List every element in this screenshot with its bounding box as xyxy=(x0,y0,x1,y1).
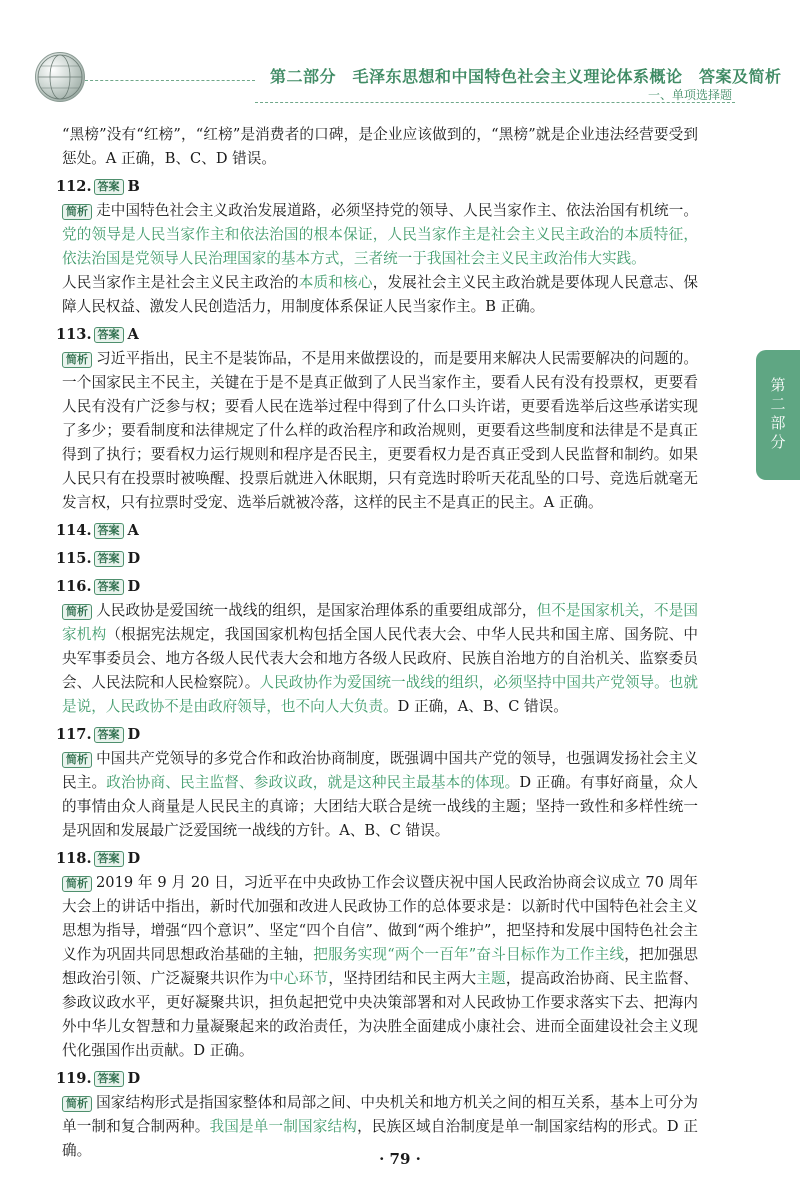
question-number: 117. xyxy=(56,726,92,743)
highlight-span: 我国是单一制国家结构 xyxy=(209,1118,358,1135)
answer-badge: 答案 xyxy=(94,579,124,595)
question-114 xyxy=(56,519,698,543)
answer-badge: 答案 xyxy=(94,523,124,539)
analysis-112 xyxy=(62,199,698,271)
question-number: 112. xyxy=(56,178,92,195)
question-number: 119. xyxy=(56,1070,92,1087)
answer-value: D xyxy=(127,578,141,595)
text-span: ，提高政治协商、民主监督、参政议政水平，更好凝聚共识，担负起把党中央决策部署和对人民政协工作要求落实下去、把海内外中华儿女智慧和力量凝聚起来的政治责任，为决胜全面建成小康社会、进而全面建设社会主义现代化强国作出贡献。D 正确。 xyxy=(62,970,698,1059)
page-header xyxy=(0,0,800,110)
analysis-badge: 简析 xyxy=(62,876,92,892)
highlight-span: 把服务实现“两个一百年”奋斗目标作为工作主线 xyxy=(313,946,625,963)
question-number: 116. xyxy=(56,578,92,595)
highlight-span: 主题 xyxy=(476,970,506,987)
text-span: 中国共产党领导的多党合作和政治协商制度，既强调中国共产党的领导，也强调发扬社会主义民主。 xyxy=(62,750,698,791)
text-span: D 正确。有事好商量，众人的事情由众人商量是人民民主的真谛；大团结大联合是统一战线的主题；坚持一致性和多样性统一是巩固和发展最广泛爱国统一战线的方针。A、B、C 错误。 xyxy=(62,774,698,839)
answer-value: A xyxy=(127,522,139,539)
question-116 xyxy=(56,575,698,599)
highlight-span: 但不是国家机关，不是国家机构 xyxy=(62,602,698,643)
analysis-badge: 简析 xyxy=(62,204,92,220)
text-span: ，民族区域自治制度是单一制国家结构的形式。D 正确。 xyxy=(62,1118,698,1159)
analysis-badge: 简析 xyxy=(62,604,92,620)
analysis-118 xyxy=(62,871,698,1063)
question-113 xyxy=(56,323,698,347)
question-number: 113. xyxy=(56,326,92,343)
analysis-badge: 简析 xyxy=(62,752,92,768)
answer-value: A xyxy=(127,326,139,343)
header-dash-left xyxy=(85,80,255,81)
question-number: 115. xyxy=(56,550,92,567)
intro-paragraph: “黑榜”没有“红榜”，“红榜”是消费者的口碑，是企业应该做到的，“黑榜”就是企业违法经营要受到惩处。A 正确，B、C、D 错误。 xyxy=(62,126,698,167)
answer-badge: 答案 xyxy=(94,179,124,195)
text-span: D 正确，A、B、C 错误。 xyxy=(397,698,568,715)
header-rule xyxy=(255,102,735,103)
text-span: 走中国特色社会主义政治发展道路，必须坚持党的领导、人民当家作主、依法治国有机统一。 xyxy=(96,202,698,219)
analysis-113 xyxy=(62,347,698,515)
answer-value: D xyxy=(127,726,141,743)
text-span: ，把加强思想政治引领、广泛凝聚共识作为 xyxy=(62,946,698,987)
answer-value: D xyxy=(127,850,141,867)
analysis-116 xyxy=(62,599,698,719)
section-side-tab xyxy=(756,350,800,480)
globe-icon xyxy=(35,52,85,102)
analysis-badge: 简析 xyxy=(62,352,92,368)
text-span: 国家结构形式是指国家整体和局部之间、中央机关和地方机关之间的相互关系，基本上可分为单一制和复合制两种。 xyxy=(62,1094,698,1135)
side-tab-label: 第二部分 xyxy=(768,377,787,453)
answer-badge: 答案 xyxy=(94,1071,124,1087)
text-span: 人民政协是爱国统一战线的组织，是国家治理体系的重要组成部分， xyxy=(96,602,537,619)
text-span: 2019 年 9 月 20 日，习近平在中央政协工作会议暨庆祝中国人民政治协商会议成立 70 周年大会上的讲话中指出，新时代加强和改进人民政协工作的总体要求是：以新时代中国特色社会主义思想为指导，增强“四个意识”、坚定“四个自信”、做到“两个维护”，把坚持和发展中国特色社会主义作为巩固共同思想政治基础的主轴， xyxy=(62,874,698,963)
question-112 xyxy=(56,175,698,199)
text-span: 人民当家作主是社会主义民主政治的 xyxy=(62,274,299,291)
analysis-112-b xyxy=(62,271,698,319)
highlight-span: 政治协商、民主监督、参政议政，就是这种民主最基本的体现。 xyxy=(106,774,520,791)
question-number: 114. xyxy=(56,522,92,539)
answer-badge: 答案 xyxy=(94,551,124,567)
question-number: 118. xyxy=(56,850,92,867)
highlight-span: 本质和核心 xyxy=(298,274,373,291)
page-number: · 79 · xyxy=(379,1150,421,1168)
highlight-span: 人民政协作为爱国统一战线的组织，必须坚持中国共产党领导。也就是说，人民政协不是由政府领导，也不向人大负责。 xyxy=(62,674,698,715)
text-span: ，坚持团结和民主两大 xyxy=(328,970,477,987)
highlight-span: 中心环节 xyxy=(269,970,329,987)
answer-value: B xyxy=(127,178,140,195)
answer-value: D xyxy=(127,550,141,567)
analysis-117 xyxy=(62,747,698,843)
analysis-badge: 简析 xyxy=(62,1096,92,1112)
answer-value: D xyxy=(127,1070,141,1087)
question-118 xyxy=(56,847,698,871)
question-119 xyxy=(56,1067,698,1091)
answer-badge: 答案 xyxy=(94,727,124,743)
answer-badge: 答案 xyxy=(94,327,124,343)
header-subtitle: 一、单项选择题 xyxy=(647,88,732,102)
question-115 xyxy=(56,547,698,571)
text-span: 习近平指出，民主不是装饰品，不是用来做摆设的，而是要用来解决人民需要解决的问题的。一个国家民主不民主，关键在于是不是真正做到了人民当家作主，要看人民有没有投票权，更要看人民有没有广泛参与权；要看人民在选举过程中得到了什么口头许诺，更要看选举后这些承诺实现了多少；要看制度和法律规定了什么样的政治程序和政治规则，更要看这些制度和法律是不是真正得到了执行；要看权力运行规则和程序是否民主，更要看权力是否真正受到人民监督和制约。如果人民只有在投票时被唤醒、投票后就进入休眠期，只有竞选时聆听天花乱坠的口号、竞选后就毫无发言权，只有拉票时受宠、选举后就被冷落，这样的民主不是真正的民主。A 正确。 xyxy=(62,350,698,511)
answer-content xyxy=(56,123,698,1163)
text-span: （根据宪法规定，我国国家机构包括全国人民代表大会、中华人民共和国主席、国务院、中央军事委员会、地方各级人民代表大会和地方各级人民政府、民族自治地方的自治机关、监察委员会、人民法院和人民检察院）。 xyxy=(62,626,698,691)
question-117 xyxy=(56,723,698,747)
header-title: 第二部分 毛泽东思想和中国特色社会主义理论体系概论 答案及简析 xyxy=(270,67,782,86)
text-span: ，发展社会主义民主政治就是要体现人民意志、保障人民权益、激发人民创造活力，用制度体系保证人民当家作主。B 正确。 xyxy=(62,274,698,315)
answer-badge: 答案 xyxy=(94,851,124,867)
highlight-span: 党的领导是人民当家作主和依法治国的根本保证，人民当家作主是社会主义民主政治的本质特征，依法治国是党领导人民治理国家的基本方式，三者统一于我国社会主义民主政治伟大实践。 xyxy=(62,226,698,267)
